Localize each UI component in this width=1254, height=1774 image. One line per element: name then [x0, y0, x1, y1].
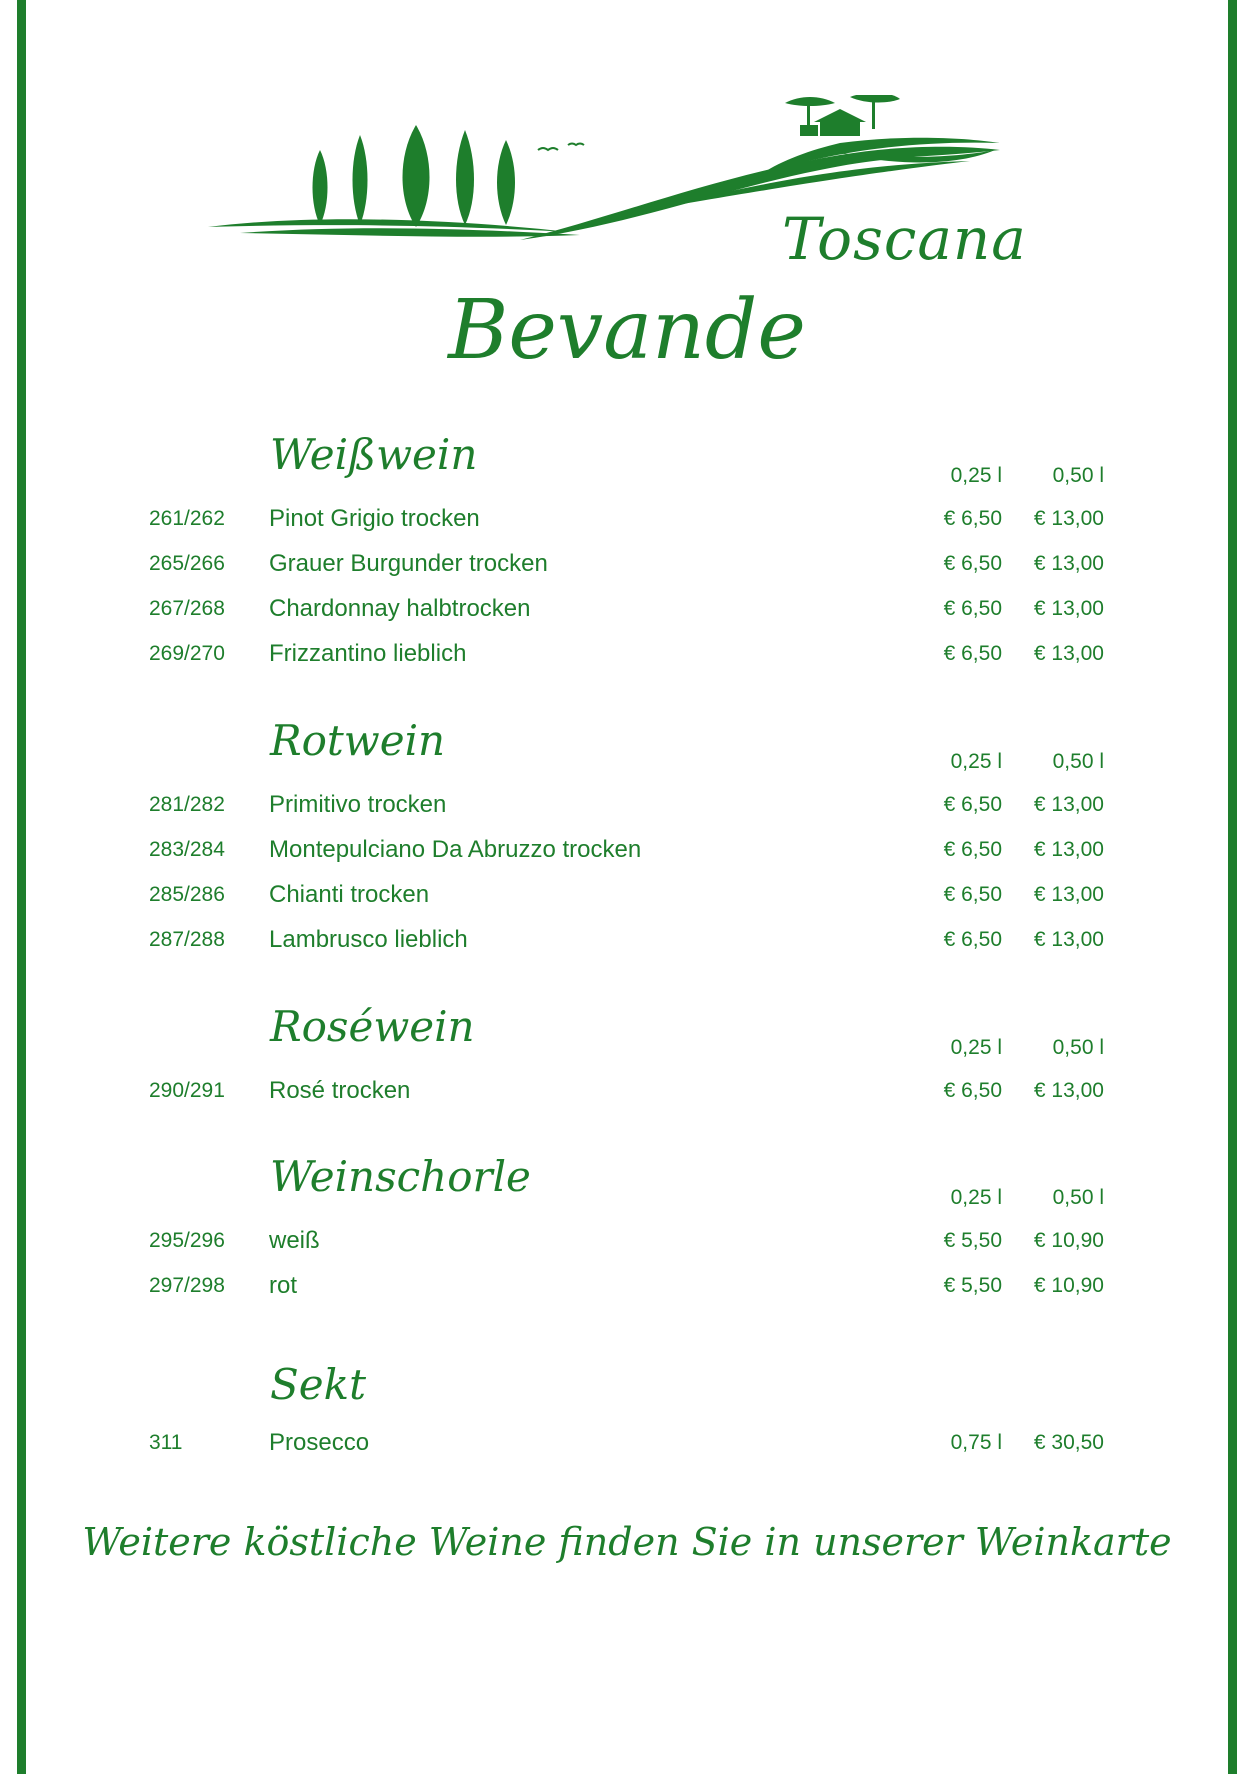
- page-title: Bevande: [448, 283, 806, 378]
- item-price-large: € 13,00: [1033, 883, 1104, 906]
- item-price-small: € 6,50: [943, 928, 1002, 951]
- section-title: Rotwein: [270, 716, 446, 765]
- item-number: 297/298: [149, 1274, 225, 1297]
- item-number: 287/288: [149, 928, 225, 951]
- item-price-small: € 6,50: [943, 597, 1002, 620]
- item-price-small: € 6,50: [943, 642, 1002, 665]
- column-head-small: 0,25 l: [950, 1186, 1002, 1209]
- list-item: [0, 881, 1254, 926]
- item-number: 281/282: [149, 793, 225, 816]
- item-name: rot: [269, 1272, 298, 1299]
- item-price-small: € 6,50: [943, 1079, 1002, 1102]
- column-head-small: 0,25 l: [950, 1036, 1002, 1059]
- item-price-small: € 6,50: [943, 507, 1002, 530]
- list-item: [0, 550, 1254, 595]
- list-item: [0, 791, 1254, 836]
- item-price-small: € 6,50: [943, 838, 1002, 861]
- item-price-large: € 13,00: [1033, 793, 1104, 816]
- list-item: [0, 595, 1254, 640]
- list-item: [0, 640, 1254, 685]
- item-name: Lambrusco lieblich: [269, 926, 468, 953]
- item-name: Primitivo trocken: [269, 791, 447, 818]
- section-title: Sekt: [270, 1360, 366, 1409]
- list-item: [0, 1077, 1254, 1122]
- item-name: Montepulciano Da Abruzzo trocken: [269, 836, 642, 863]
- item-number: 311: [149, 1431, 183, 1454]
- section-title: Weißwein: [270, 430, 478, 479]
- item-name: Rosé trocken: [269, 1077, 411, 1104]
- item-number: 285/286: [149, 883, 225, 906]
- item-name: Prosecco: [269, 1429, 370, 1456]
- item-volume: 0,75 l: [950, 1431, 1002, 1454]
- item-name: Chardonnay halbtrocken: [269, 595, 531, 622]
- item-price-large: € 10,90: [1033, 1229, 1104, 1252]
- item-number: 265/266: [149, 552, 225, 575]
- item-price-large: € 13,00: [1033, 928, 1104, 951]
- item-name: Pinot Grigio trocken: [269, 505, 480, 532]
- item-number: 261/262: [149, 507, 225, 530]
- item-number: 283/284: [149, 838, 225, 861]
- item-name: Chianti trocken: [269, 881, 430, 908]
- list-item: [0, 926, 1254, 971]
- item-number: 269/270: [149, 642, 225, 665]
- column-head-large: 0,50 l: [1052, 464, 1104, 487]
- column-head-small: 0,25 l: [950, 464, 1002, 487]
- section-title: Roséwein: [270, 1002, 475, 1051]
- item-name: Grauer Burgunder trocken: [269, 550, 548, 577]
- list-item: [0, 1429, 1254, 1474]
- brand-name: Toscana: [782, 205, 1027, 273]
- list-item: [0, 1227, 1254, 1272]
- item-price: € 30,50: [1033, 1431, 1104, 1454]
- item-price-large: € 13,00: [1033, 507, 1104, 530]
- item-price-small: € 6,50: [943, 883, 1002, 906]
- item-price-small: € 6,50: [943, 793, 1002, 816]
- column-head-large: 0,50 l: [1052, 1036, 1104, 1059]
- column-head-large: 0,50 l: [1052, 1186, 1104, 1209]
- item-price-small: € 5,50: [943, 1274, 1002, 1297]
- list-item: [0, 505, 1254, 550]
- item-price-large: € 13,00: [1033, 642, 1104, 665]
- item-price-large: € 10,90: [1033, 1274, 1104, 1297]
- list-item: [0, 1272, 1254, 1317]
- item-name: weiß: [269, 1227, 320, 1254]
- section-title: Weinschorle: [270, 1152, 531, 1201]
- item-price-large: € 13,00: [1033, 838, 1104, 861]
- item-price-small: € 5,50: [943, 1229, 1002, 1252]
- item-number: 267/268: [149, 597, 225, 620]
- item-price-large: € 13,00: [1033, 597, 1104, 620]
- column-head-large: 0,50 l: [1052, 750, 1104, 773]
- item-name: Frizzantino lieblich: [269, 640, 467, 667]
- item-price-large: € 13,00: [1033, 552, 1104, 575]
- footer-note: Weitere köstliche Weine finden Sie in unserer Weinkarte: [82, 1520, 1172, 1564]
- column-head-small: 0,25 l: [950, 750, 1002, 773]
- list-item: [0, 836, 1254, 881]
- item-number: 295/296: [149, 1229, 225, 1252]
- item-price-large: € 13,00: [1033, 1079, 1104, 1102]
- item-price-small: € 6,50: [943, 552, 1002, 575]
- item-number: 290/291: [149, 1079, 225, 1102]
